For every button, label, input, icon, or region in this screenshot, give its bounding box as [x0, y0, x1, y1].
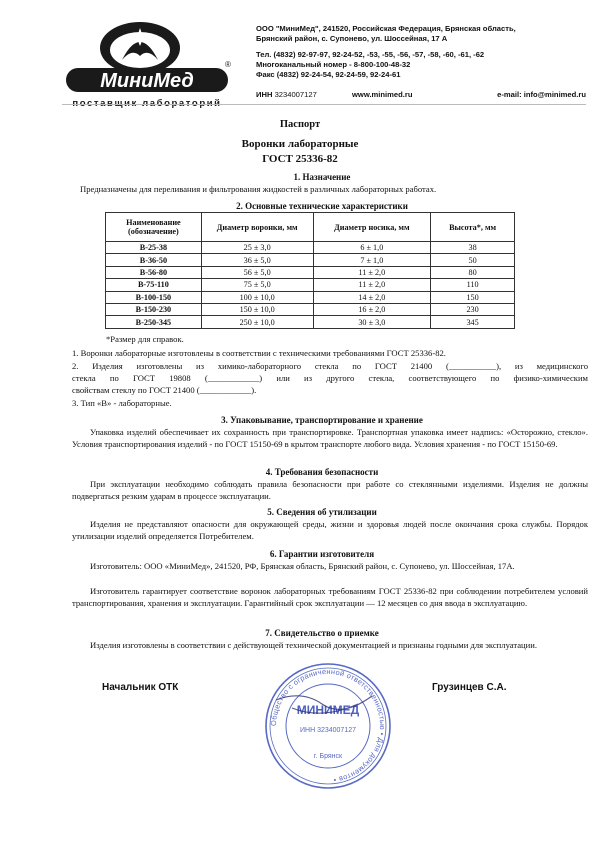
table-cell: 230 — [431, 303, 515, 315]
stamp-city-text: г. Брянск — [313, 753, 343, 760]
logo-brand-text: МиниМед — [100, 70, 194, 92]
table-cell: 36 ± 5,0 — [201, 254, 313, 266]
table-cell: 345 — [431, 316, 515, 328]
table-cell: 50 — [431, 254, 515, 266]
table-cell: 150 — [431, 291, 515, 303]
table-header-row — [106, 213, 515, 242]
company-website-link[interactable]: www.minimed.ru — [352, 90, 413, 99]
section-heading: 7. Свидетельство о приемке — [265, 628, 379, 638]
table-cell: 150 ± 10,0 — [201, 303, 313, 315]
section-heading: 5. Сведения об утилизации — [267, 507, 377, 517]
numbered-item-cont: стекла по ГОСТ 19808 (____________) или из другого стекла, соответствующего по физико-химическим — [72, 373, 588, 383]
column-header: Высота*, мм — [431, 213, 515, 242]
table-row — [106, 254, 515, 266]
table-cell: В-25-38 — [106, 242, 202, 254]
table-cell: 11 ± 2,0 — [313, 266, 431, 278]
company-info — [256, 24, 596, 80]
table-cell: 100 ± 10,0 — [201, 291, 313, 303]
doc-subtitle: Воронки лабораторные — [241, 138, 359, 150]
section-text: Предназначены для переливания и фильтрования жидкостей в различных лабораторных работах. — [80, 184, 437, 194]
company-logo — [62, 18, 232, 118]
section-text: Изделия изготовлены в соответствии с действующей технической документацией и признаны годными для эксплуатации. — [90, 640, 537, 650]
table-row — [106, 291, 515, 303]
table-cell: В-36-50 — [106, 254, 202, 266]
header-divider — [62, 104, 586, 105]
section-text: Упаковка изделий обеспечивает их сохранность при транспортировке. Транспортная упаковка имеет надпись: «Осторожно, стекло». Условия транспортирования изделий - по ГОСТ 15150-69 в крытом транспорте любого вида. Условия хранения - по ГОСТ 15150-69. — [72, 427, 588, 449]
logo-emblem-icon — [62, 18, 232, 118]
section-heading: 3. Упаковывание, транспортирование и хранение — [221, 415, 423, 425]
section-text: При эксплуатации необходимо соблюдать правила безопасности при работе со стеклянными изделиями. Изделия не должны подвергаться резким ударам в процессе эксплуатации. — [72, 479, 588, 501]
numbered-item: 2. Изделия изготовлены из химико-лабораторного стекла по ГОСТ 21400 (___________), из медицинского — [72, 361, 588, 371]
section-text: Изготовитель гарантирует соответствие воронок лабораторных требованиям ГОСТ 25336-82 при соблюдении потребителем условий транспортирования, хранения и эксплуатации. Гарантийный срок эксплуатации — 12 месяцев со дня ввода в эксплуатацию. — [72, 586, 588, 608]
column-header: Диаметр воронки, мм — [201, 213, 313, 242]
stamp-ring-text: Общество с ограниченной ответственностью • Для документов • — [268, 666, 388, 785]
table-cell: 56 ± 5,0 — [201, 266, 313, 278]
table-row — [106, 242, 515, 254]
company-address-line: Брянский район, с. Супонево, ул. Шоссейная, 17 А — [256, 34, 448, 43]
section-heading: 6. Гарантии изготовителя — [269, 549, 375, 559]
table-cell: В-150-230 — [106, 303, 202, 315]
table-cell: 6 ± 1,0 — [313, 242, 431, 254]
company-inn: ИНН 3234007127 — [256, 90, 317, 99]
section-text: Изготовитель: ООО «МиниМед», 241520, РФ, Брянская область, Брянский район, с. Супонево, ул. Шоссейная, 17А. — [90, 561, 515, 571]
stamp-inn-text: ИНН 3234007127 — [299, 727, 357, 734]
company-phone-line: Тел. (4832) 92-97-97, 92-24-52, -53, -55, -56, -57, -58, -60, -61, -62 — [256, 50, 485, 59]
section-heading: 4. Требования безопасности — [265, 467, 379, 477]
table-cell: В-100-150 — [106, 291, 202, 303]
column-header: Диаметр носика, мм — [313, 213, 431, 242]
numbered-item-cont: свойствам стеклу по ГОСТ 21400 (____________). — [72, 385, 257, 395]
company-phone-line: Многоканальный номер - 8-800-100-48-32 — [256, 60, 411, 69]
table-cell: 30 ± 3,0 — [313, 316, 431, 328]
stamp-seal-icon — [262, 660, 394, 792]
table-row — [106, 316, 515, 328]
table-footnote: *Размер для справок. — [106, 334, 184, 344]
specs-table — [105, 212, 515, 329]
doc-title: Паспорт — [279, 119, 321, 130]
company-contacts-row — [256, 90, 586, 100]
table-cell: 110 — [431, 279, 515, 291]
table-row — [106, 303, 515, 315]
company-email-link[interactable]: e-mail: info@minimed.ru — [497, 90, 586, 99]
table-cell: В-75-110 — [106, 279, 202, 291]
table-cell: 25 ± 3,0 — [201, 242, 313, 254]
logo-registered-mark: ® — [225, 60, 231, 69]
table-cell: 16 ± 2,0 — [313, 303, 431, 315]
table-cell: 14 ± 2,0 — [313, 291, 431, 303]
section-heading: 1. Назначение — [293, 172, 351, 182]
numbered-item: 1. Воронки лабораторные изготовлены в соответствии с техническими требованиями ГОСТ 25336-82. — [72, 348, 446, 358]
signature-position: Начальник ОТК — [102, 682, 179, 693]
table-cell: В-250-345 — [106, 316, 202, 328]
table-cell: 11 ± 2,0 — [313, 279, 431, 291]
signature-name: Грузинцев С.А. — [432, 682, 507, 693]
table-cell: В-56-80 — [106, 266, 202, 278]
column-header: Наименование (обозначение) — [106, 213, 202, 242]
table-row — [106, 279, 515, 291]
section-text: Изделия не представляют опасности для окружающей среды, жизни и здоровья людей после окончания срока службы. Порядок утилизации изделий определяется Потребителем. — [72, 519, 588, 541]
table-cell: 80 — [431, 266, 515, 278]
company-address-line: ООО "МиниМед", 241520, Российская Федерация, Брянская область, — [256, 24, 516, 33]
doc-standard: ГОСТ 25336-82 — [262, 153, 338, 165]
table-cell: 7 ± 1,0 — [313, 254, 431, 266]
company-stamp — [262, 660, 394, 792]
table-cell: 75 ± 5,0 — [201, 279, 313, 291]
table-cell: 250 ± 10,0 — [201, 316, 313, 328]
stamp-center-text: МИНИМЕД — [296, 703, 360, 717]
section-heading: 2. Основные технические характеристики — [236, 201, 408, 211]
table-row — [106, 266, 515, 278]
table-cell: 38 — [431, 242, 515, 254]
numbered-item: 3. Тип «В» - лабораторные. — [72, 398, 172, 408]
company-fax-line: Факс (4832) 92-24-54, 92-24-59, 92-24-61 — [256, 70, 401, 79]
